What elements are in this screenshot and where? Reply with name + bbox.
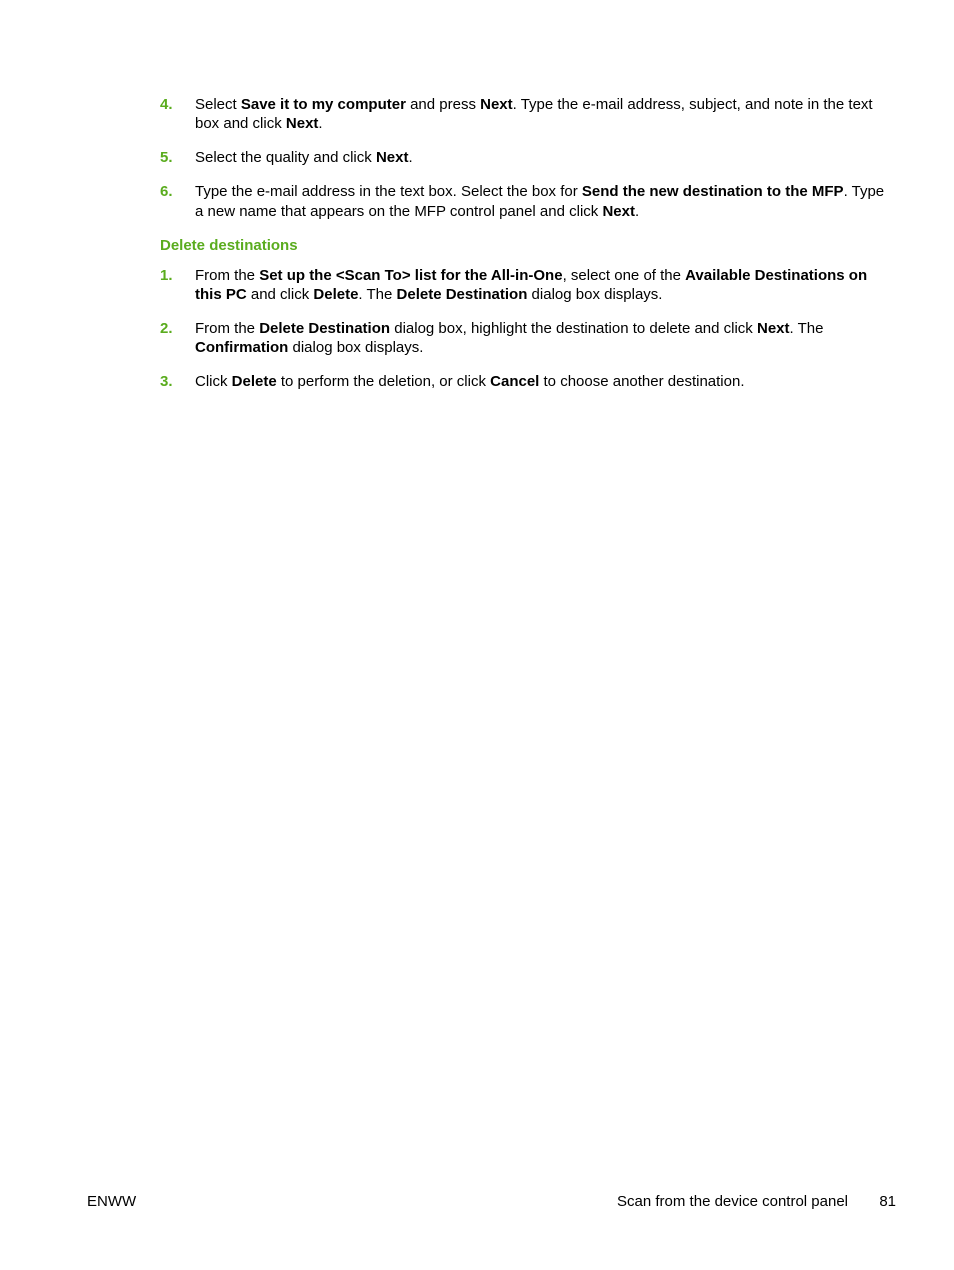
- step-text: From the: [195, 319, 260, 337]
- step-text: .: [318, 115, 323, 133]
- step-text: .: [408, 149, 413, 167]
- step-number: 1.: [160, 266, 173, 284]
- ui-term: Cancel: [490, 373, 540, 391]
- step-text: Select the quality and click: [195, 149, 376, 167]
- ui-term: Delete: [231, 373, 277, 391]
- step-text: dialog box displays.: [527, 285, 663, 303]
- page-number: 81: [879, 1193, 896, 1210]
- step-number: 6.: [160, 183, 173, 201]
- ui-term: Send the new destination to the MFP: [581, 183, 844, 201]
- step-text: .: [634, 202, 640, 220]
- step-text: . Type a new name that appears on the MFP control panel and click: [195, 183, 885, 220]
- step-text: to perform the deletion, or click: [276, 373, 491, 391]
- step-text: From the: [195, 266, 260, 284]
- step-4: [160, 95, 890, 134]
- step-number: 2.: [160, 319, 173, 337]
- step-text: Select: [195, 96, 241, 113]
- step-5: [160, 148, 890, 167]
- step-text: to choose another destination.: [539, 373, 745, 391]
- ui-term: Next: [480, 96, 513, 113]
- ui-term: Confirmation: [195, 339, 289, 357]
- step-text: dialog box displays.: [288, 339, 424, 357]
- step-text: Type the e-mail address in the text box. Select the box for: [195, 183, 582, 201]
- step-text: . The: [789, 319, 824, 337]
- footer-doc-code: ENWW: [87, 1193, 137, 1210]
- footer-section-title: Scan from the device control panel: [617, 1193, 848, 1210]
- ui-term: Available Destinations on this PC: [195, 266, 868, 303]
- step-6: [160, 182, 890, 221]
- delete-step-3: [160, 372, 890, 391]
- step-text: . The: [358, 285, 397, 303]
- page-content: [160, 95, 890, 406]
- ui-term: Next: [602, 202, 635, 220]
- step-number: 3.: [160, 373, 173, 391]
- step-text: and press: [405, 96, 481, 113]
- ui-term: Save it to my computer: [240, 96, 406, 113]
- step-number: 4.: [160, 96, 173, 113]
- delete-step-1: [160, 266, 890, 305]
- ui-term: Delete Destination: [396, 285, 528, 303]
- ui-term: Next: [375, 149, 409, 167]
- step-text: . Type the e-mail address, subject, and note in the text box and click: [195, 96, 873, 133]
- ui-term: Set up the <Scan To> list for the All-in-One: [259, 266, 563, 284]
- step-text: , select one of the: [562, 266, 686, 284]
- step-text: Click: [195, 373, 232, 391]
- ui-term: Next: [756, 319, 790, 337]
- step-number: 5.: [160, 149, 173, 167]
- ui-term: Delete: [313, 285, 359, 303]
- ui-term: Next: [285, 115, 319, 133]
- section-heading: Delete destinations: [160, 236, 298, 254]
- step-text: dialog box, highlight the destination to delete and click: [390, 319, 757, 337]
- step-text: and click: [246, 285, 314, 303]
- ui-term: Delete Destination: [259, 319, 391, 337]
- delete-step-2: [160, 319, 890, 358]
